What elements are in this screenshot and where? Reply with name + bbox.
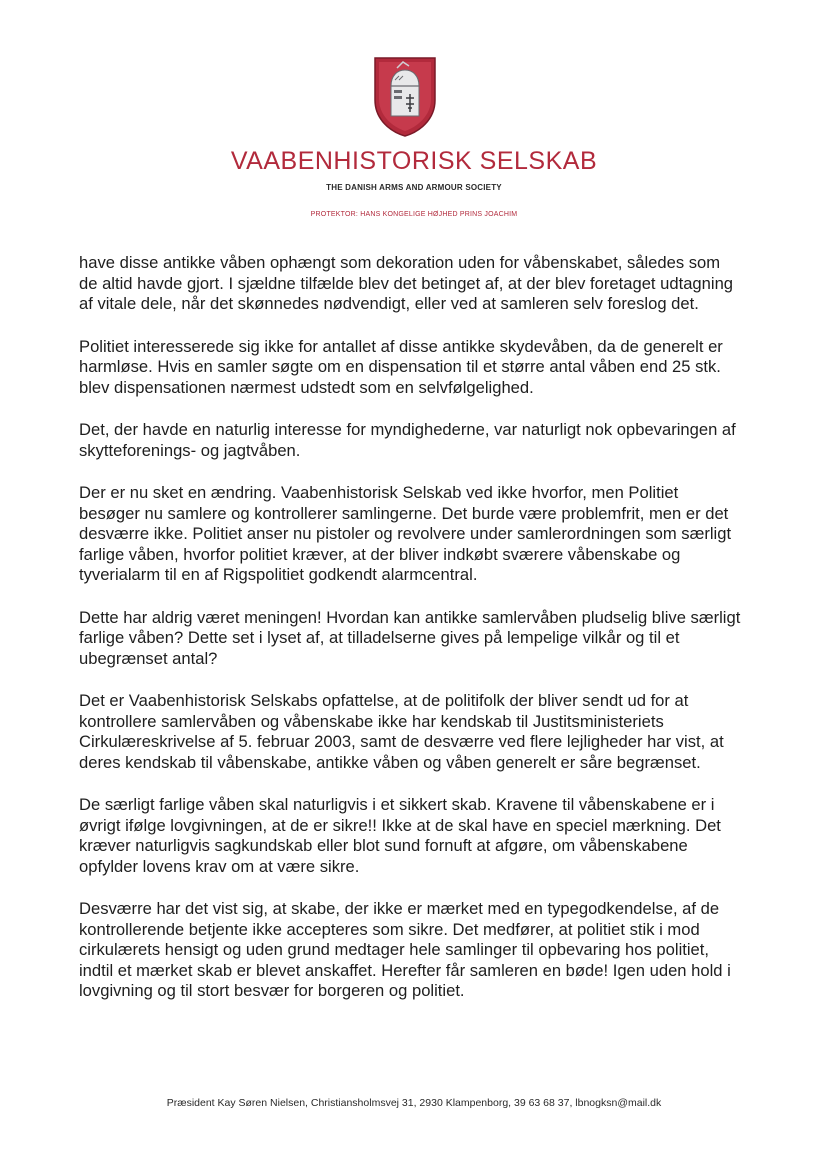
protector-line: PROTEKTOR: HANS KONGELIGE HØJHED PRINS JOACHIM [310,211,518,218]
paragraph: Politiet interesserede sig ikke for antallet af disse antikke skydevåben, da de generelt er harmløse. Hvis en samler søgte om en dispensation til et større antal våben end 25 stk. blev dispensationen nærmest udstedt som en selvfølgelighed. [79,336,723,397]
paragraph: Det, der havde en naturlig interesse for myndighederne, var naturligt nok opbevaringen af skytteforenings- og jagtvåben. [79,420,736,460]
paragraph: De særligt farlige våben skal naturligvis i et sikkert skab. Kravene til våbenskabene er i øvrigt ifølge lovgivningen, at de er sikre!! Ikke at de skal have en speciel mærkning. Det kræver naturligvis sagkundskab eller blot sund fornuft at afgøre, om våbenskabene opfylder lovens krav om at være sikre. [79,795,721,876]
organization-name: VAABENHISTORISK SELSKAB [230,147,598,175]
footer-contact: Præsident Kay Søren Nielsen, Christiansholmsvej 31, 2930 Klampenborg, 39 63 68 37, lbnogksn@mail.dk [166,1097,662,1109]
paragraph: Der er nu sket en ændring. Vaabenhistorisk Selskab ved ikke hvorfor, men Politiet besøger nu samlere og kontrollerer samlingerne. Det burde være problemfrit, men er det desværre ikke. Politiet anser nu pistoler og revolvere under samlerordningen som særligt farlige våben, hvorfor politiet kræver, at der bliver indkøbt sværere våbenskabe og tyverialarm til en af Rigspolitiet godkendt alarmcentral. [79,483,732,584]
helmet-shield-crest-icon [373,56,437,138]
paragraph: have disse antikke våben ophængt som dekoration uden for våbenskabet, således som de altid havde gjort. I sjældne tilfælde blev det betinget af, at der blev foretaget udtagning af vitale dele, når det skønnedes nødvendigt, eller ved at samleren selv foreslog det. [79,253,734,313]
paragraph: Dette har aldrig været meningen! Hvordan kan antikke samlervåben pludselig blive særligt farlige våben? Dette set i lyset af, at tilladelserne gives på lempelige vilkår og til et ubegrænset antal? [79,607,741,668]
paragraph: Desværre har det vist sig, at skabe, der ikke er mærket med en typegodkendelse, af de kontrollerende betjente ikke accepteres som sikre. Det medfører, at politiet stik i mod cirkulærets hensigt og uden grund medtager hele samlinger til opbevaring hos politiet, indtil et mærket skab er blevet anskaffet. Herefter får samleren en bøde! Igen uden hold i lovgivning og til stort besvær for borgeren og politiet. [79,899,731,1000]
paragraph: Det er Vaabenhistorisk Selskabs opfattelse, at de politifolk der bliver sendt ud for at kontrollere samlervåben og våbenskabe ikke har kendskab til Justitsministeriets Cirkulæreskrivelse af 5. februar 2003, samt de desværre ved flere lejligheder har vist, at deres kendskab til våbenskabe, antikke våben og våben generelt er såre begrænset. [79,691,724,772]
letter-body [79,253,741,1024]
organization-subtitle: THE DANISH ARMS AND ARMOUR SOCIETY [326,183,502,192]
